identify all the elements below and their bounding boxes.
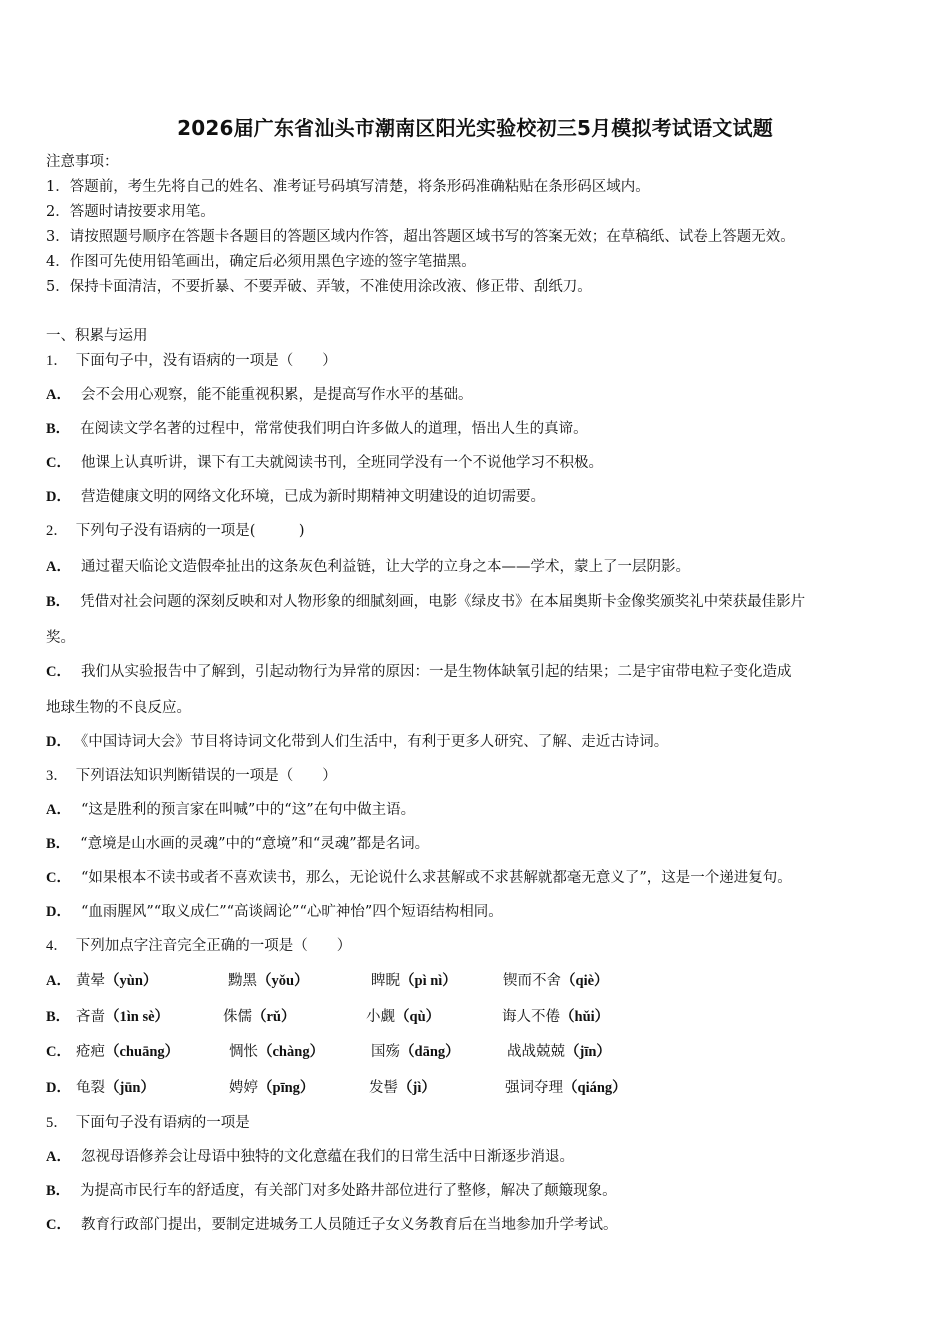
q4-pinyin-item: 侏儒（rǔ） bbox=[223, 1009, 296, 1025]
q3-option-d bbox=[46, 903, 503, 921]
question-text: 下列加点字注音完全正确的一项是（ ） bbox=[75, 938, 352, 954]
option-text: 为提高市民行车的舒适度，有关部门对多处路井部位进行了整修，解决了颠簸现象。 bbox=[80, 1183, 617, 1199]
option-letter: C． bbox=[46, 1217, 71, 1233]
notice-item: 5．保持卡面清洁，不要折暴、不要弄破、弄皱，不准使用涂改液、修正带、刮纸刀。 bbox=[46, 279, 592, 295]
option-text: “意境是山水画的灵魂”中的“意境”和“灵魂”都是名词。 bbox=[80, 836, 430, 852]
q2-option-c bbox=[46, 663, 791, 681]
option-letter: B． bbox=[46, 421, 71, 437]
option-text: 凭借对社会问题的深刻反映和对人物形象的细腻刻画，电影《绿皮书》在本届奥斯卡金像奖颁奖礼中荣获最佳影片 bbox=[80, 594, 806, 610]
q4-pinyin-item: 黄晕（yùn） bbox=[76, 973, 158, 989]
option-text: 他课上认真听讲，课下有工夫就阅读书刊，全班同学没有一个不说他学习不积极。 bbox=[80, 455, 603, 471]
option-text: 《中国诗词大会》节目将诗词文化带到人们生活中，有利于更多人研究、了解、走近古诗词。 bbox=[80, 734, 669, 750]
q5-option-b bbox=[46, 1182, 617, 1200]
question-number: 2． bbox=[46, 523, 68, 539]
option-text: “血雨腥风”“取义成仁”“高谈阔论”“心旷神怡”四个短语结构相同。 bbox=[80, 904, 503, 920]
section-heading: 一、积累与运用 bbox=[46, 328, 148, 344]
q4-pinyin-item: 惆怅（chàng） bbox=[229, 1044, 325, 1060]
question-text: 下面句子中，没有语病的一项是（ ） bbox=[75, 353, 337, 369]
option-text: 营造健康文明的网络文化环境，已成为新时期精神文明建设的迫切需要。 bbox=[80, 489, 545, 505]
option-letter: B． bbox=[46, 594, 71, 610]
option-letter: C． bbox=[46, 664, 71, 680]
q4-pinyin-item: 国殇（dāng） bbox=[371, 1044, 460, 1060]
notice-item: 2．答题时请按要求用笔。 bbox=[46, 204, 215, 220]
q4-pinyin-item: 锲而不舍（qiè） bbox=[503, 973, 609, 989]
notice-item: 1．答题前，考生先将自己的姓名、准考证号码填写清楚，将条形码准确粘贴在条形码区域内。 bbox=[46, 179, 650, 195]
option-letter: D． bbox=[46, 734, 71, 750]
q4-pinyin-item: 战战兢兢（jīn） bbox=[507, 1044, 611, 1060]
option-letter: D． bbox=[46, 904, 71, 920]
question-number: 4． bbox=[46, 938, 68, 954]
notice-heading: 注意事项： bbox=[46, 154, 119, 170]
q5-option-a bbox=[46, 1148, 574, 1166]
option-text: “如果根本不读书或者不喜欢读书，那么，无论说什么求甚解或不求甚解就都毫无意义了”，这是一个递进复句。 bbox=[80, 870, 792, 886]
q5-option-c bbox=[46, 1216, 617, 1234]
question-number: 1． bbox=[46, 353, 68, 369]
q1-option-d bbox=[46, 488, 545, 506]
option-text: 通过翟天临论文造假牵扯出的这条灰色利益链，让大学的立身之本——学术，蒙上了一层阴影。 bbox=[80, 559, 690, 575]
q4-pinyin-item: 娉婷（pīng） bbox=[229, 1080, 315, 1096]
option-text: 教育行政部门提出，要制定进城务工人员随迁子女义务教育后在当地参加升学考试。 bbox=[80, 1217, 618, 1233]
q4-pinyin-item: 诲人不倦（hǔi） bbox=[502, 1009, 610, 1025]
notice-item: 3．请按照题号顺序在答题卡各题目的答题区域内作答，超出答题区域书写的答案无效；在草稿纸、试卷上答题无效。 bbox=[46, 229, 795, 245]
option-letter: B． bbox=[46, 836, 71, 852]
q1-option-c bbox=[46, 454, 603, 472]
q4-row-letter: C． bbox=[46, 1044, 71, 1060]
option-letter: C． bbox=[46, 455, 71, 471]
q4-pinyin-item: 小觑（qù） bbox=[366, 1009, 441, 1025]
q1-option-b bbox=[46, 420, 588, 438]
notice-item: 4．作图可先使用铅笔画出，确定后必须用黑色字迹的签字笔描黑。 bbox=[46, 254, 476, 270]
q2-option-d bbox=[46, 733, 668, 751]
question-text: 下列语法知识判断错误的一项是（ ） bbox=[75, 768, 337, 784]
option-text: 会不会用心观察，能不能重视积累，是提高写作水平的基础。 bbox=[80, 387, 473, 403]
q4-pinyin-item: 疮疤（chuāng） bbox=[76, 1044, 180, 1060]
option-letter: A． bbox=[46, 802, 71, 818]
q1-option-a bbox=[46, 386, 472, 404]
question-3-stem bbox=[46, 767, 337, 785]
question-1-stem bbox=[46, 352, 337, 370]
question-4-stem bbox=[46, 937, 351, 955]
option-letter: C． bbox=[46, 870, 71, 886]
q4-pinyin-item: 黝黑（yǒu） bbox=[228, 973, 309, 989]
q4-pinyin-item: 发髻（jì） bbox=[369, 1080, 436, 1096]
option-letter: D． bbox=[46, 489, 71, 505]
q3-option-a bbox=[46, 801, 415, 819]
option-letter: B． bbox=[46, 1183, 71, 1199]
option-letter: A． bbox=[46, 1149, 71, 1165]
q4-row-letter: A． bbox=[46, 973, 71, 989]
option-text: 忽视母语修养会让母语中独特的文化意蕴在我们的日常生活中日渐逐步消退。 bbox=[80, 1149, 574, 1165]
q4-pinyin-item: 龟裂（jūn） bbox=[76, 1080, 155, 1096]
q2-option-b bbox=[46, 593, 805, 611]
question-number: 3． bbox=[46, 768, 68, 784]
option-text: “这是胜利的预言家在叫喊”中的“这”在句中做主语。 bbox=[80, 802, 416, 818]
exam-title: 2026届广东省汕头市潮南区阳光实验校初三5月模拟考试语文试题 bbox=[177, 116, 773, 140]
q2-option-a bbox=[46, 558, 690, 576]
q3-option-b bbox=[46, 835, 429, 853]
question-text: 下面句子没有语病的一项是 bbox=[75, 1115, 250, 1131]
question-2-stem bbox=[46, 522, 305, 540]
question-number: 5． bbox=[46, 1115, 68, 1131]
option-text: 我们从实验报告中了解到，引起动物行为异常的原因：一是生物体缺氧引起的结果；二是宇宙带电粒子变化造成 bbox=[80, 664, 792, 680]
q4-pinyin-item: 强词夺理（qiáng） bbox=[505, 1080, 627, 1096]
q2-option-b-continued: 奖。 bbox=[46, 630, 75, 646]
q4-row-letter: B． bbox=[46, 1009, 71, 1025]
option-letter: A． bbox=[46, 387, 71, 403]
q3-option-c bbox=[46, 869, 792, 887]
q2-option-c-continued: 地球生物的不良反应。 bbox=[46, 700, 191, 716]
q4-row-letter: D． bbox=[46, 1080, 71, 1096]
q4-pinyin-item: 睥睨（pì nì） bbox=[371, 973, 457, 989]
q4-pinyin-item: 吝啬（1ìn sè） bbox=[76, 1009, 170, 1025]
question-text: 下列句子没有语病的一项是( ) bbox=[75, 523, 305, 539]
option-text: 在阅读文学名著的过程中，常常使我们明白许多做人的道理，悟出人生的真谛。 bbox=[80, 421, 588, 437]
option-letter: A． bbox=[46, 559, 71, 575]
question-5-stem bbox=[46, 1114, 250, 1132]
